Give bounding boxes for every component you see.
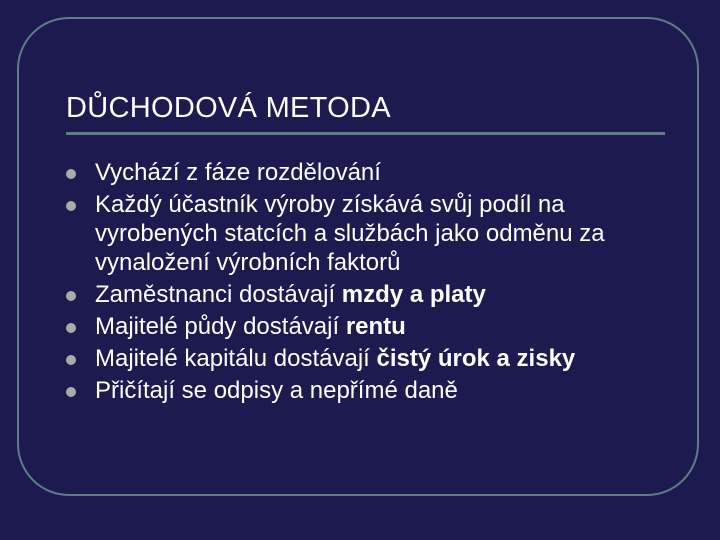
bullet-dot-icon (66, 201, 76, 211)
bullet-text: Zaměstnanci dostávají mzdy a platy (95, 281, 486, 308)
bullet-item (58, 344, 668, 373)
bullet-dot-icon (66, 323, 76, 333)
bullet-dot-icon (66, 355, 76, 365)
bullet-text: Přičítají se odpisy a nepřímé daně (95, 377, 458, 404)
bullet-text: Majitelé půdy dostávají rentu (95, 313, 406, 340)
bullet-item (58, 312, 668, 341)
bullet-text: Majitelé kapitálu dostávají čistý úrok a zisky (95, 345, 576, 372)
bullet-dot-icon (66, 291, 76, 301)
bullet-text: Vychází z fáze rozdělování (95, 159, 381, 186)
bullet-text: Každý účastník výroby získává svůj podíl na vyrobených statcích a službách jako odměnu za vynaložení výrobních faktorů (95, 191, 605, 276)
bullet-list (58, 158, 668, 408)
bullet-item (58, 280, 668, 309)
bullet-item (58, 190, 668, 277)
bullet-dot-icon (66, 387, 76, 397)
bullet-item (58, 158, 668, 187)
title-underline (66, 132, 665, 135)
bullet-dot-icon (66, 169, 76, 179)
slide-title: DŮCHODOVÁ METODA (66, 92, 391, 124)
bullet-item (58, 376, 668, 405)
